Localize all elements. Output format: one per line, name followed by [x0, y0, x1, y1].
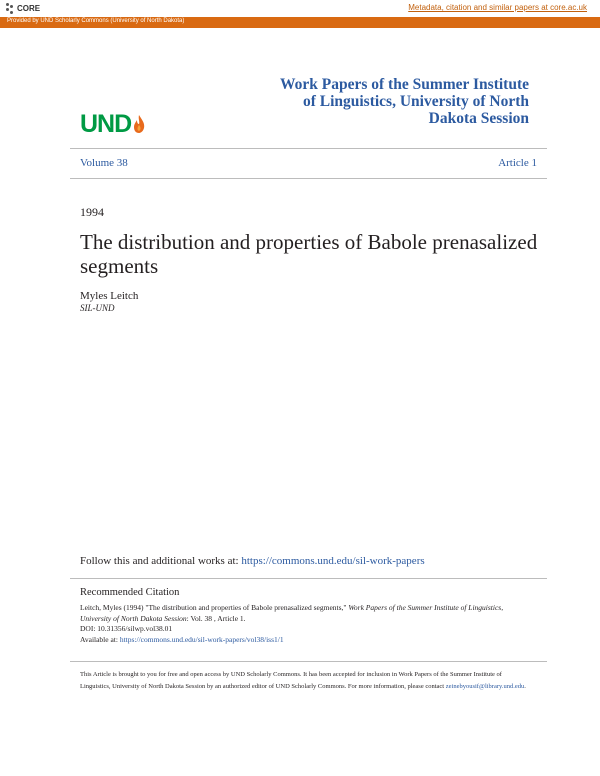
und-logo-text: UND [80, 110, 132, 138]
citation-doi: DOI: 10.31356/silwp.vol38.01 [80, 624, 173, 633]
core-logo-icon [6, 3, 15, 15]
core-metadata-link[interactable]: Metadata, citation and similar papers at core.ac.uk [408, 3, 587, 12]
flame-icon [132, 114, 146, 134]
citation-journal: Work Papers of the Summer Institute of Linguistics, University of North Dakota Session [80, 603, 504, 623]
provided-by-text: Provided by UND Scholarly Commons (University of North Dakota) [7, 18, 185, 24]
follow-link[interactable]: https://commons.und.edu/sil-work-papers [241, 555, 425, 567]
recommended-citation-body [80, 603, 530, 645]
author-affiliation: SIL-UND [80, 303, 115, 313]
recommended-citation-heading: Recommended Citation [80, 587, 180, 598]
core-banner [0, 0, 600, 18]
author-name: Myles Leitch [80, 290, 139, 302]
follow-text: Follow this and additional works at: [80, 555, 242, 567]
article-link[interactable]: Article 1 [498, 157, 537, 169]
available-label: Available at: [80, 634, 120, 644]
access-text: This Article is brought to you for free and open access by UND Scholarly Commons. It has been accepted for inclusion in Work Papers of the Summer Institute of Linguistics, University of North Dakota Session by an authorized editor of UND Scholarly Commons. For more information, please contact [80, 671, 502, 690]
available-link[interactable]: https://commons.und.edu/sil-work-papers/vol38/iss1/1 [119, 634, 284, 644]
citation-plain: Leitch, Myles (1994) "The distribution and properties of Babole prenasalized segments," [80, 603, 349, 612]
header-rule-bottom [70, 178, 547, 179]
access-rule [70, 661, 547, 662]
und-logo [80, 111, 146, 137]
article-title: The distribution and properties of Babole prenasalized segments [80, 230, 538, 278]
volume-link[interactable]: Volume 38 [80, 157, 128, 169]
contact-email-link[interactable]: zeinebyousif@library.und.edu [445, 682, 525, 690]
citation-tail: : Vol. 38 , Article 1. [186, 613, 246, 623]
access-end: . [524, 682, 526, 690]
core-logo[interactable] [6, 1, 40, 16]
follow-line [80, 555, 425, 567]
core-logo-text: CORE [17, 4, 41, 13]
citation-rule [70, 578, 547, 579]
open-access-note [80, 669, 530, 692]
header-rule-top [70, 148, 547, 149]
publication-year: 1994 [80, 205, 104, 219]
provided-by-bar [0, 17, 600, 28]
series-title[interactable]: Work Papers of the Summer Institute of Linguistics, University of North Dakota Session [280, 76, 529, 127]
